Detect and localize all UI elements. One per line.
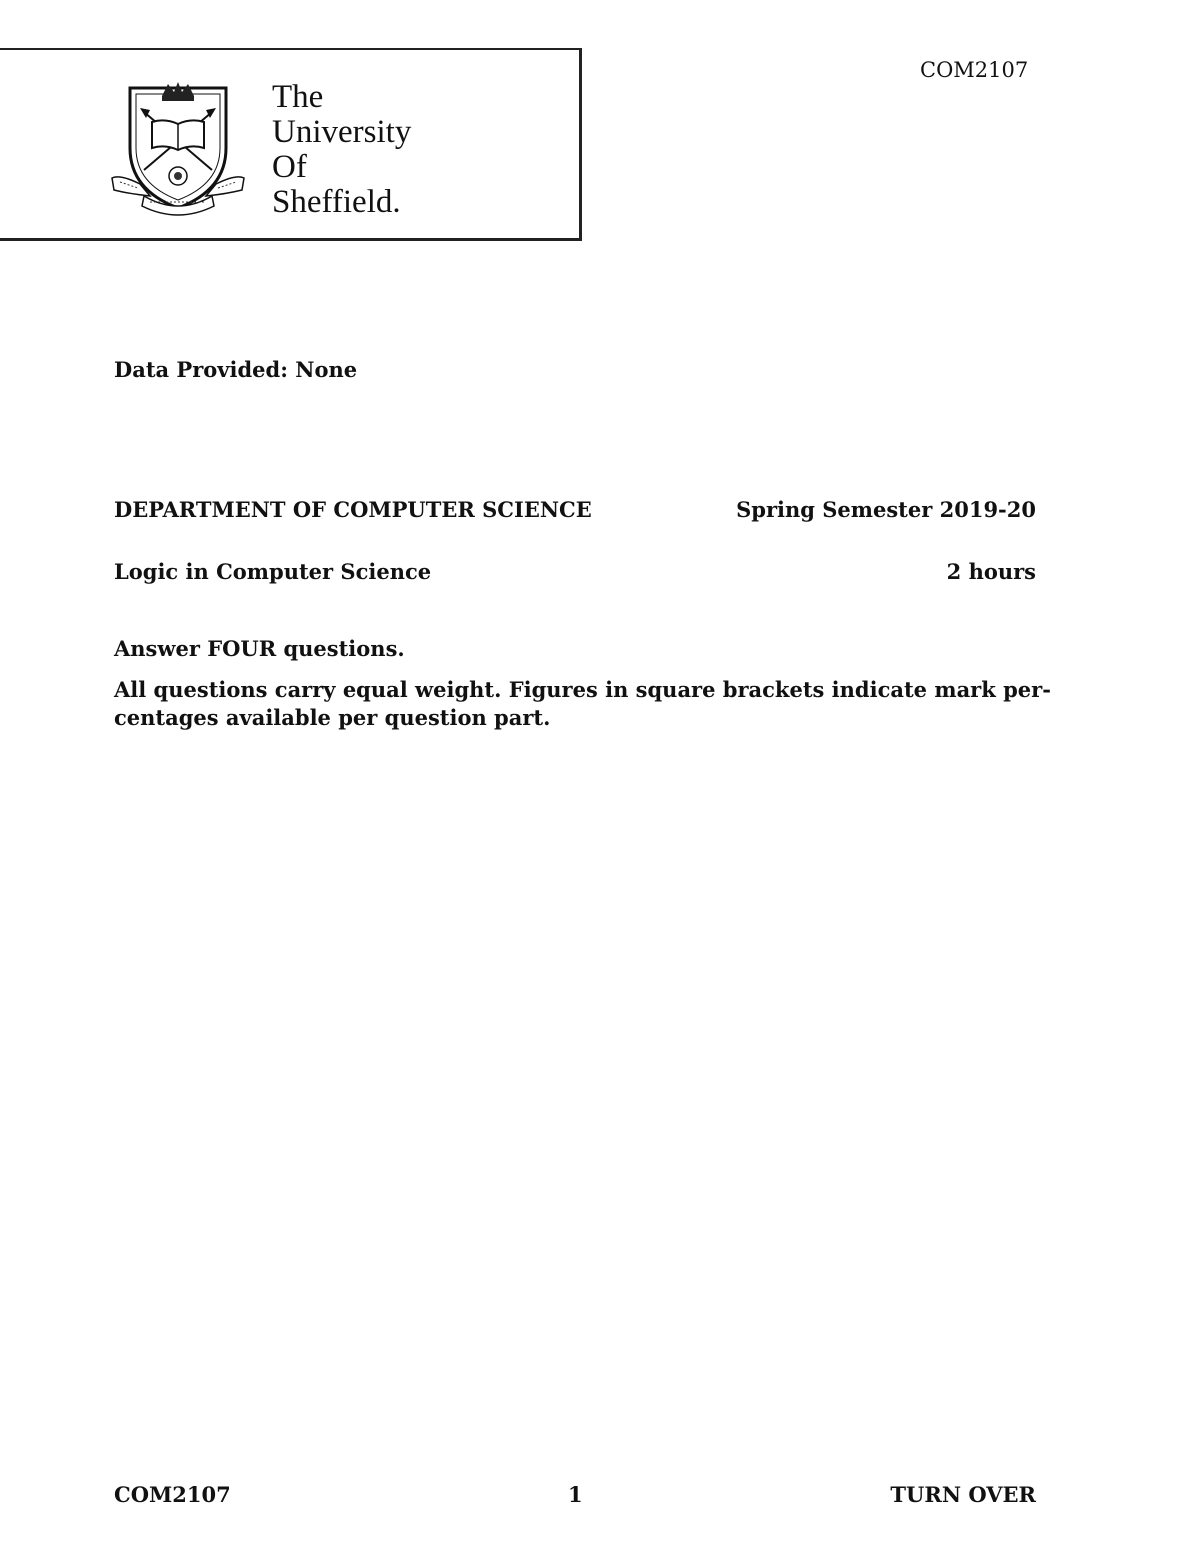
university-name-line: University [272,114,412,150]
university-name-line: Sheffield. [272,184,401,220]
university-name-line: The [272,79,324,115]
data-provided: Data Provided: None [114,357,358,382]
course-code-header: COM2107 [920,58,1029,82]
module-title: Logic in Computer Science [114,559,432,584]
weights-instruction-line-2: centages available per question part. [114,705,551,730]
turn-over: TURN OVER [890,1482,1036,1507]
university-name [272,80,411,220]
footer-course-code: COM2107 [114,1482,231,1507]
department-name: DEPARTMENT OF COMPUTER SCIENCE [114,497,592,522]
answer-instruction: Answer FOUR questions. [114,636,405,661]
university-crest-icon [110,78,246,223]
page-number: 1 [568,1482,583,1507]
exam-duration: 2 hours [946,559,1036,584]
weights-instruction-line-1: All questions carry equal weight. Figures in square brackets indicate mark per- [114,677,1051,702]
university-logo [0,48,582,241]
university-name-line: Of [272,149,307,185]
semester: Spring Semester 2019-20 [736,497,1036,522]
